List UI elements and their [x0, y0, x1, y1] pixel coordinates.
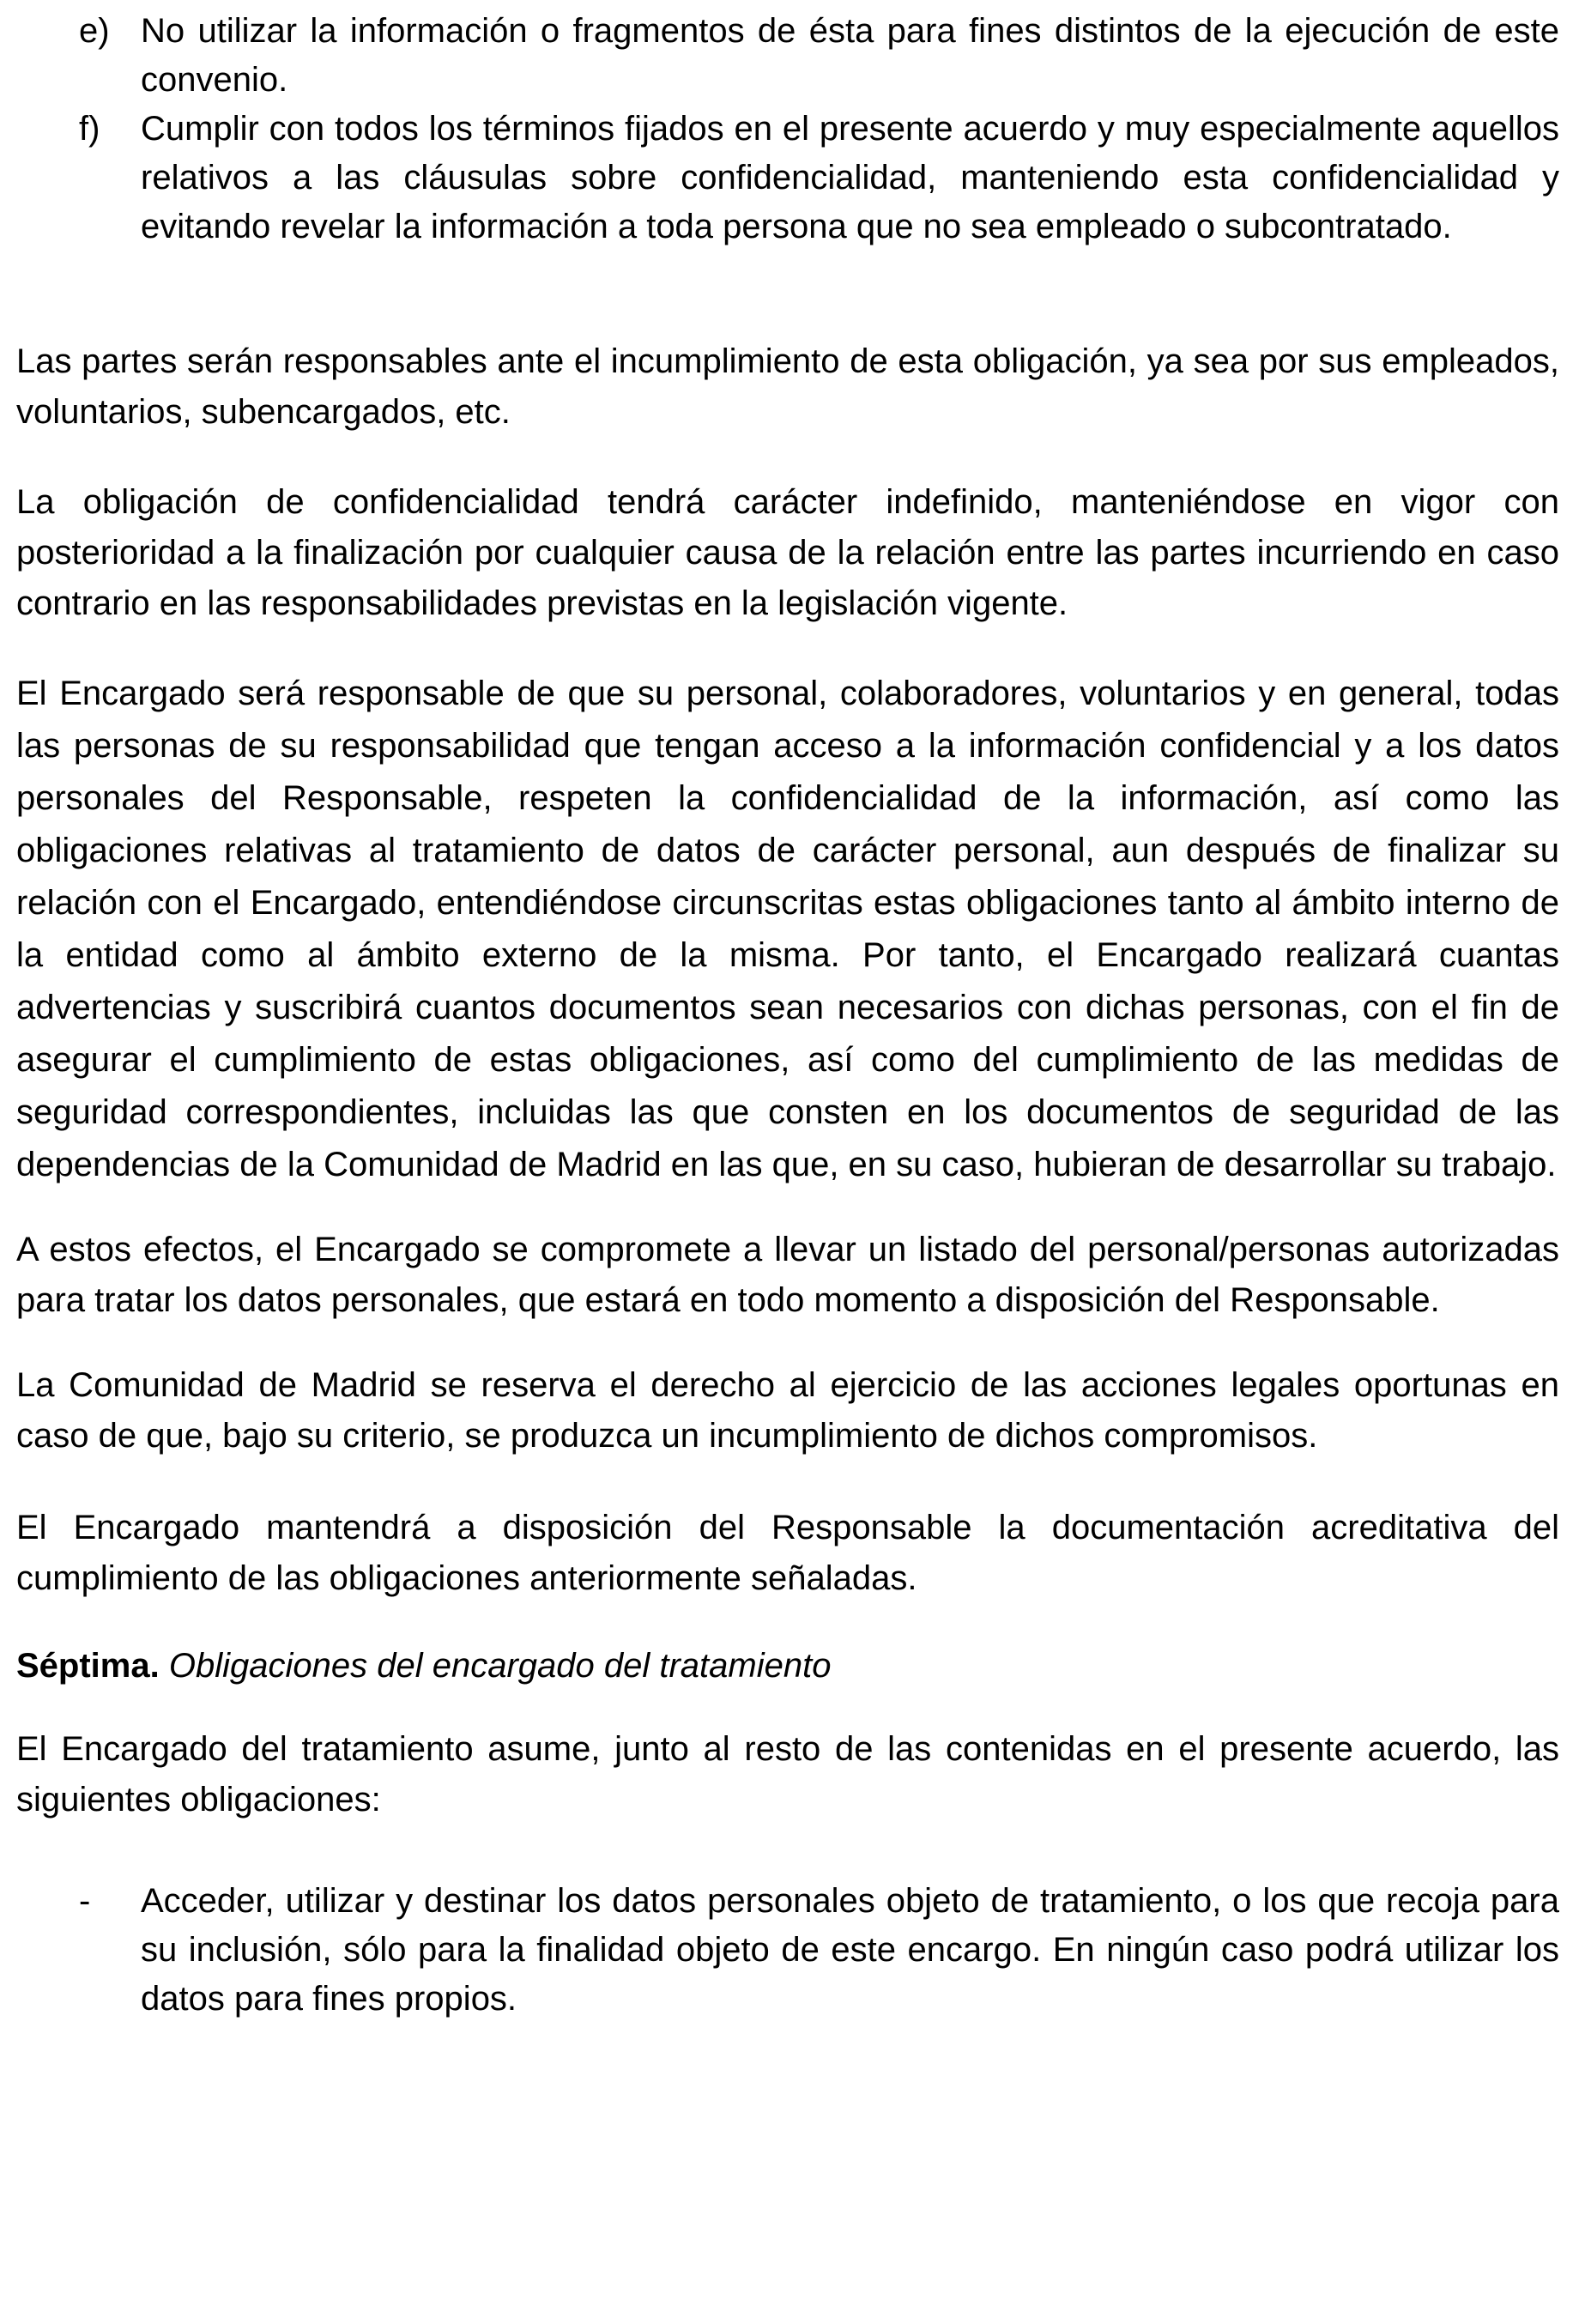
paragraph-confidentiality-duration: La obligación de confidencialidad tendrá carácter indefinido, manteniéndose en vigor con posterioridad a la finalización por cualquier causa de la relación entre las partes incurriendo en caso contrario en las responsabilidades previstas en la legislación vigente. [16, 483, 1559, 622]
paragraph-documentation: El Encargado mantendrá a disposición del Responsable la documentación acreditativa del cumplimiento de las obligaciones anteriormente señaladas. [16, 1509, 1559, 1597]
heading-number: Séptima. [16, 1647, 160, 1685]
list-item-e [16, 7, 1559, 105]
dash-item-text: Acceder, utilizar y destinar los datos personales objeto de tratamiento, o los que recoja para su inclusión, sólo para la finalidad objeto de este encargo. En ningún caso podrá utilizar los datos para fines propios. [141, 1882, 1559, 2018]
dash-list [16, 1877, 1559, 2024]
paragraph-legal-actions: La Comunidad de Madrid se reserva el derecho al ejercicio de las acciones legales oportunas en caso de que, bajo su criterio, se produzca un incumplimiento de dichos compromisos. [16, 1366, 1559, 1455]
list-item-text: No utilizar la información o fragmentos de ésta para fines distintos de la ejecución de este convenio. [141, 12, 1559, 99]
alpha-list [16, 7, 1559, 251]
paragraph-intro-obligations: El Encargado del tratamiento asume, junto al resto de las contenidas en el presente acuerdo, las siguientes obligaciones: [16, 1730, 1559, 1819]
list-item-f [16, 105, 1559, 251]
dash-list-item [16, 1877, 1559, 2024]
list-item-text: Cumplir con todos los términos fijados en el presente acuerdo y muy especialmente aquellos relativos a las cláusulas sobre confidencialidad, manteniendo esta confidencialidad y evitando revelar la información a toda persona que no sea empleado o subcontratado. [141, 110, 1559, 245]
list-marker: f) [79, 110, 100, 148]
paragraph-parties-responsibility: Las partes serán responsables ante el incumplimiento de esta obligación, ya sea por sus empleados, voluntarios, subencargados, etc. [16, 342, 1559, 431]
heading-title: Obligaciones del encargado del tratamiento [168, 1647, 832, 1685]
dash-marker: - [79, 1882, 91, 1920]
section-heading [16, 1641, 1559, 1692]
paragraph-personnel-register: A estos efectos, el Encargado se compromete a llevar un listado del personal/personas autorizadas para tratar los datos personales, que estará en todo momento a disposición del Responsable. [16, 1231, 1559, 1319]
paragraph-encargado-personnel: El Encargado será responsable de que su personal, colaboradores, voluntarios y en general, todas las personas de su responsabilidad que tengan acceso a la información confidencial y a los datos personales del Responsable, respeten la confidencialidad de la información, así como las obligaciones relativas al tratamiento de datos de carácter personal, aun después de finalizar su relación con el Encargado, entendiéndose circunscritas estas obligaciones tanto al ámbito interno de la entidad como al ámbito externo de la misma. Por tanto, el Encargado realizará cuantas advertencias y suscribirá cuantos documentos sean necesarios con dichas personas, con el fin de asegurar el cumplimiento de estas obligaciones, así como del cumplimiento de las medidas de seguridad correspondientes, incluidas las que consten en los documentos de seguridad de las dependencias de la Comunidad de Madrid en las que, en su caso, hubieran de desarrollar su trabajo. [16, 675, 1559, 1183]
list-marker: e) [79, 12, 110, 50]
